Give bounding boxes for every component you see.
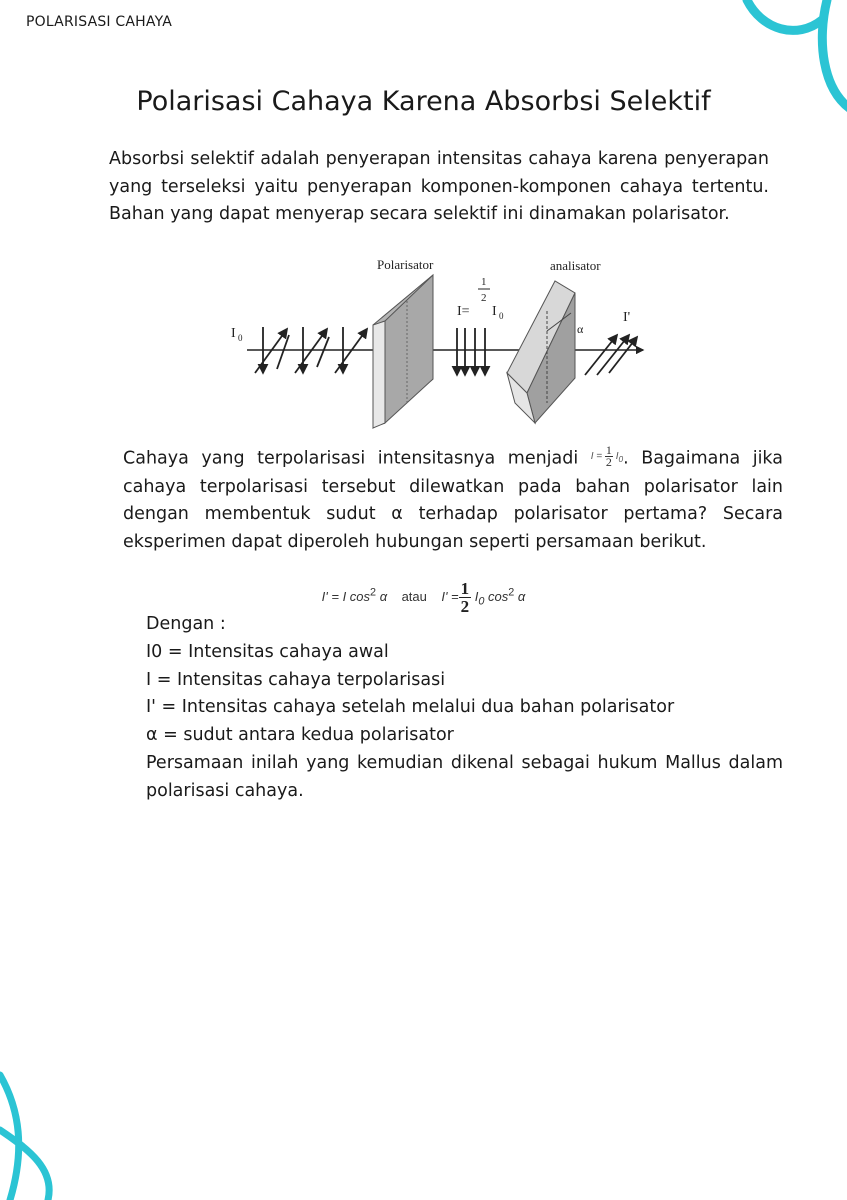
equation-right-alpha: α [514,588,526,604]
i0-sub: 0 [238,333,243,343]
equation-numerator: 1 [460,579,470,598]
equation-fraction [459,580,472,615]
intro-paragraph: Absorbsi selektif adalah penyerapan intensitas cahaya karena penyerapan yang terseleksi yaitu penyerapan komponen-komponen cahaya tertentu. Bahan yang dapat menyerap secara selektif ini dinamakan polarisator. [109,149,769,224]
formula-sub: 0 [618,454,624,464]
formula-fraction [605,442,613,469]
polarization-diagram [225,253,645,433]
equation-right-sub: 0 [478,595,485,608]
half-numerator: 1 [481,276,487,288]
definitions-block [146,611,783,806]
equation-atau: atau [401,588,427,604]
equation-left-alpha: α [376,588,388,604]
polarisator-plate [373,275,433,428]
malus-equation [0,580,847,615]
definition-item: I' = Intensitas cahaya setelah melalui dua bahan polarisator [146,697,675,718]
definition-item: I0 = Intensitas cahaya awal [146,641,389,662]
definition-item: I = Intensitas cahaya terpolarisasi [146,669,446,690]
equation-right-i: I [471,588,479,604]
formula-lhs: I = [590,451,603,462]
polarized-light-arrows [457,328,485,375]
closing-paragraph: Persamaan inilah yang kemudian dikenal sebagai hukum Mallus dalam polarisasi cahaya. [146,752,783,801]
i-equals-label: I= [457,304,470,319]
half-denominator: 2 [481,292,487,304]
equation-right-sup: 2 [508,586,515,599]
analisator-label: analisator [550,258,601,273]
output-light-arrows [585,335,637,375]
alpha-label: α [577,322,584,336]
para2-before: Cahaya yang terpolarisasi intensitasnya menjadi [123,448,591,469]
equation-left: I' = I cos [321,588,371,604]
i0-label: I [231,326,236,341]
inline-formula [591,443,623,474]
para2-after: . Bagaimana jika cahaya terpolarisasi tersebut dilewatkan pada bahan polarisator lain dengan membentuk sudut α terhadap polarisator pertama? Secara eksperimen dapat diperoleh hubungan seperti persamaan berikut. [123,448,783,552]
formula-rhs: I [615,451,619,462]
definitions-heading: Dengan : [146,614,226,634]
formula-numerator: 1 [605,442,612,457]
equation-denominator: 2 [460,597,470,616]
polarisator-label: Polarisator [377,257,434,272]
equation-right-lhs: I' = [441,588,459,604]
page-title: Polarisasi Cahaya Karena Absorbsi Selektif [136,86,711,117]
i0b-label: I [492,304,497,319]
i-prime-label: I' [623,310,631,325]
transmission-paragraph [123,443,783,556]
i0b-sub: 0 [499,311,504,321]
analisator-plate [507,281,575,423]
decorative-swirl-bottom [0,1070,70,1200]
equation-left-sup: 2 [370,586,377,599]
formula-denominator: 2 [605,454,612,469]
header-label: POLARISASI CAHAYA [26,14,173,30]
equation-right-cos: cos [484,588,509,604]
definition-item: α = sudut antara kedua polarisator [146,725,454,746]
